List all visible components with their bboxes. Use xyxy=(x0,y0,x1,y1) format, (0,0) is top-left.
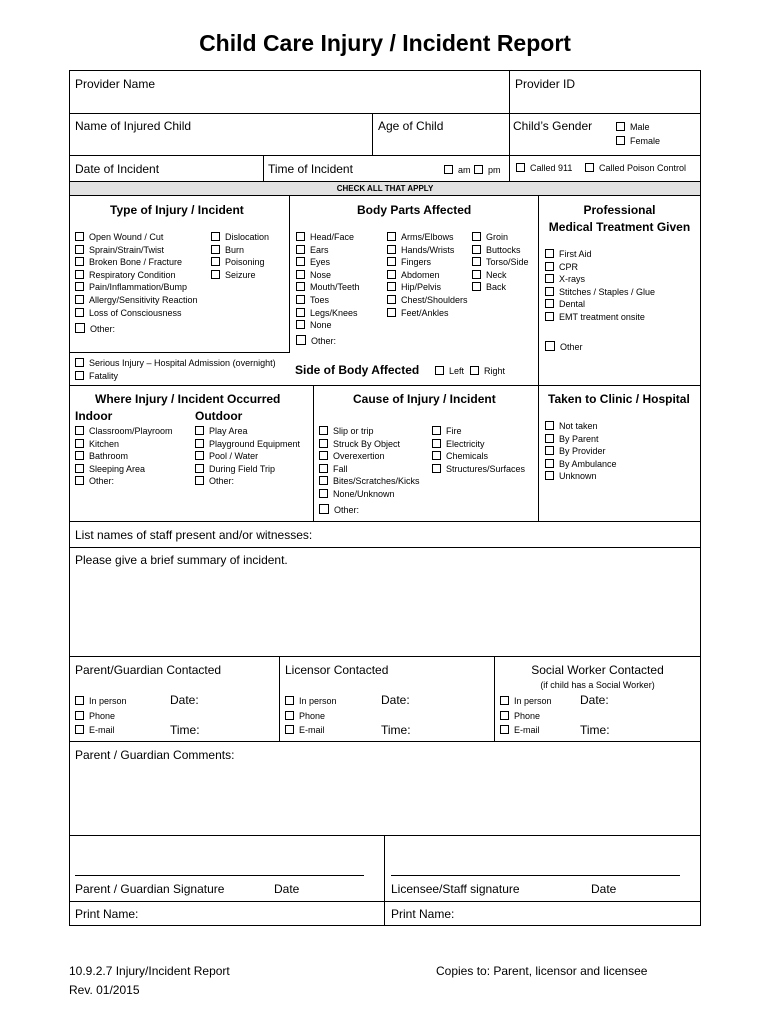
checkbox-icon[interactable] xyxy=(319,489,328,498)
indoor-heading: Indoor xyxy=(75,409,113,423)
injury-option[interactable]: Pain/Inflammation/Bump xyxy=(75,281,198,294)
injury-option[interactable]: Open Wound / Cut xyxy=(75,231,198,244)
clinic-option[interactable]: Unknown xyxy=(545,470,617,483)
cause-other[interactable]: Other: xyxy=(319,504,359,517)
form-id: 10.9.2.7 Injury/Incident Report xyxy=(69,964,230,978)
parent-print-name[interactable]: Print Name: xyxy=(75,907,139,921)
checkbox-icon[interactable] xyxy=(432,464,441,473)
checkbox-icon[interactable] xyxy=(75,725,84,734)
checkbox-icon[interactable] xyxy=(545,312,554,321)
checkbox-icon[interactable] xyxy=(285,711,294,720)
checkbox-icon[interactable] xyxy=(75,426,84,435)
treatment-option[interactable]: First Aid xyxy=(545,248,655,261)
checkbox-icon[interactable] xyxy=(296,282,305,291)
checkbox-icon[interactable] xyxy=(545,434,554,443)
checkbox-icon[interactable] xyxy=(75,232,84,241)
checkbox-icon[interactable] xyxy=(387,270,396,279)
checkbox-icon[interactable] xyxy=(387,257,396,266)
injury-option[interactable]: Loss of Consciousness xyxy=(75,307,198,320)
checkbox-icon[interactable] xyxy=(285,696,294,705)
child-age-label: Age of Child xyxy=(378,119,444,133)
side-of-body-heading: Side of Body Affected xyxy=(295,363,420,377)
treatment-other[interactable]: Other xyxy=(545,341,583,354)
checkbox-icon[interactable] xyxy=(470,366,479,375)
checkbox-icon[interactable] xyxy=(545,421,554,430)
staff-witnesses-label: List names of staff present and/or witnesses: xyxy=(75,528,313,542)
child-name-label: Name of Injured Child xyxy=(75,119,192,133)
injury-option[interactable]: Broken Bone / Fracture xyxy=(75,256,198,269)
checkbox-icon[interactable] xyxy=(472,270,481,279)
outdoor-option[interactable]: Other: xyxy=(195,475,300,488)
checkbox-icon[interactable] xyxy=(75,451,84,460)
body-part-option[interactable]: Ears xyxy=(296,244,360,257)
checkbox-icon[interactable] xyxy=(545,262,554,271)
checkbox-icon[interactable] xyxy=(585,163,594,172)
checkbox-icon[interactable] xyxy=(296,245,305,254)
parent-comments-label: Parent / Guardian Comments: xyxy=(75,748,235,762)
checkbox-icon[interactable] xyxy=(195,476,204,485)
checkbox-icon[interactable] xyxy=(296,270,305,279)
checkbox-icon[interactable] xyxy=(75,711,84,720)
social-contact-time[interactable]: Time: xyxy=(580,723,610,737)
indoor-option[interactable]: Bathroom xyxy=(75,450,173,463)
time-am[interactable]: am xyxy=(444,164,471,177)
fatality-option[interactable]: Fatality xyxy=(75,370,276,383)
injury-option[interactable]: Dislocation xyxy=(211,231,269,244)
form-revision: Rev. 01/2015 xyxy=(69,983,140,997)
checkbox-icon[interactable] xyxy=(296,335,306,345)
checkbox-icon[interactable] xyxy=(387,308,396,317)
cause-option[interactable]: Structures/Surfaces xyxy=(432,463,525,476)
indoor-option[interactable]: Sleeping Area xyxy=(75,463,173,476)
type-of-injury-heading: Type of Injury / Incident xyxy=(110,203,244,217)
injury-option[interactable]: Allergy/Sensitivity Reaction xyxy=(75,294,198,307)
social-contact-date[interactable]: Date: xyxy=(580,693,609,707)
checkbox-icon[interactable] xyxy=(319,504,329,514)
checkbox-icon[interactable] xyxy=(545,299,554,308)
licensor-contact-time[interactable]: Time: xyxy=(381,723,411,737)
cause-option[interactable]: None/Unknown xyxy=(319,488,420,501)
checkbox-icon[interactable] xyxy=(432,426,441,435)
copies-note: Copies to: Parent, licensor and licensee xyxy=(436,964,648,978)
body-part-option[interactable]: Feet/Ankles xyxy=(387,307,468,320)
checkbox-icon[interactable] xyxy=(472,245,481,254)
checkbox-icon[interactable] xyxy=(500,725,509,734)
time-pm[interactable]: pm xyxy=(474,164,501,177)
gender-male[interactable]: Male xyxy=(616,121,650,134)
checkbox-icon[interactable] xyxy=(296,295,305,304)
staff-print-name[interactable]: Print Name: xyxy=(391,907,455,921)
checkbox-icon[interactable] xyxy=(296,320,305,329)
incident-date-label: Date of Incident xyxy=(75,162,160,176)
provider-id-label: Provider ID xyxy=(515,77,576,91)
body-part-option[interactable]: Chest/Shoulders xyxy=(387,294,468,307)
checkbox-icon[interactable] xyxy=(319,451,328,460)
body-part-option[interactable]: Toes xyxy=(296,294,360,307)
side-left[interactable]: Left xyxy=(435,365,464,378)
called-911[interactable]: Called 911 xyxy=(516,162,572,175)
checkbox-icon[interactable] xyxy=(195,451,204,460)
injury-option[interactable]: Sprain/Strain/Twist xyxy=(75,244,198,257)
checkbox-icon[interactable] xyxy=(500,696,509,705)
checkbox-icon[interactable] xyxy=(387,232,396,241)
checkbox-icon[interactable] xyxy=(500,711,509,720)
cause-option[interactable]: Struck By Object xyxy=(319,438,420,451)
called-poison-control[interactable]: Called Poison Control xyxy=(585,162,686,175)
checkbox-icon[interactable] xyxy=(319,439,328,448)
outdoor-option[interactable]: During Field Trip xyxy=(195,463,300,476)
checkbox-icon[interactable] xyxy=(474,165,483,174)
parent-contacted-heading: Parent/Guardian Contacted xyxy=(75,663,222,677)
body-part-other[interactable]: Other: xyxy=(296,335,336,348)
body-part-option[interactable]: Arms/Elbows xyxy=(387,231,468,244)
cause-option[interactable]: Chemicals xyxy=(432,450,525,463)
staff-signature-label: Licensee/Staff signature xyxy=(391,882,520,896)
checkbox-icon[interactable] xyxy=(435,366,444,375)
treatment-heading-line2: Medical Treatment Given xyxy=(548,220,691,234)
checkbox-icon[interactable] xyxy=(296,232,305,241)
parent-contact-date[interactable]: Date: xyxy=(170,693,199,707)
body-part-option[interactable]: Groin xyxy=(472,231,529,244)
body-part-option[interactable]: Abdomen xyxy=(387,269,468,282)
checkbox-icon[interactable] xyxy=(211,257,220,266)
checkbox-icon[interactable] xyxy=(75,245,84,254)
parent-signature-date-label: Date xyxy=(274,882,300,896)
body-part-option[interactable]: Fingers xyxy=(387,256,468,269)
checkbox-icon[interactable] xyxy=(472,282,481,291)
injury-other[interactable]: Other: xyxy=(75,323,115,336)
checkbox-icon[interactable] xyxy=(387,282,396,291)
treatment-option[interactable]: EMT treatment onsite xyxy=(545,311,655,324)
serious-injury-option[interactable]: Serious Injury – Hospital Admission (overnight) xyxy=(75,357,276,370)
clinic-option[interactable]: By Parent xyxy=(545,433,617,446)
checkbox-icon[interactable] xyxy=(75,282,84,291)
outdoor-option[interactable]: Play Area xyxy=(195,425,300,438)
child-gender-label: Child’s Gender xyxy=(513,119,593,133)
checkbox-icon[interactable] xyxy=(285,725,294,734)
social-worker-note: (if child has a Social Worker) xyxy=(540,680,655,690)
body-part-option[interactable]: Torso/Side xyxy=(472,256,529,269)
body-part-option[interactable]: Back xyxy=(472,281,529,294)
checkbox-icon[interactable] xyxy=(75,295,84,304)
parent-signature-line[interactable] xyxy=(75,875,364,876)
checkbox-icon[interactable] xyxy=(545,274,554,283)
licensor-contacted-heading: Licensor Contacted xyxy=(285,663,389,677)
checkbox-icon[interactable] xyxy=(211,245,220,254)
checkbox-icon[interactable] xyxy=(195,464,204,473)
checkbox-icon[interactable] xyxy=(545,341,555,351)
social-contact-method[interactable]: Phone xyxy=(500,709,552,724)
checkbox-icon[interactable] xyxy=(545,459,554,468)
gender-female[interactable]: Female xyxy=(616,135,660,148)
social-worker-heading: Social Worker Contacted xyxy=(531,663,664,677)
licensor-contact-date[interactable]: Date: xyxy=(381,693,410,707)
cause-heading: Cause of Injury / Incident xyxy=(353,392,496,406)
checkbox-icon[interactable] xyxy=(545,471,554,480)
checkbox-icon[interactable] xyxy=(211,232,220,241)
parent-contact-time[interactable]: Time: xyxy=(170,723,200,737)
checkbox-icon[interactable] xyxy=(211,270,220,279)
cause-option[interactable]: Slip or trip xyxy=(319,425,420,438)
clinic-option[interactable]: Not taken xyxy=(545,420,617,433)
parent-contact-method[interactable]: E-mail xyxy=(75,723,127,738)
page-title: Child Care Injury / Incident Report xyxy=(199,30,571,56)
checkbox-icon[interactable] xyxy=(75,371,84,380)
checkbox-icon[interactable] xyxy=(472,257,481,266)
checkbox-icon[interactable] xyxy=(75,257,84,266)
checkbox-icon[interactable] xyxy=(75,323,85,333)
checkbox-icon[interactable] xyxy=(195,439,204,448)
licensor-contact-method[interactable]: Phone xyxy=(285,709,337,724)
checkbox-icon[interactable] xyxy=(75,270,84,279)
treatment-heading-line1: Professional xyxy=(583,203,656,217)
outdoor-option[interactable]: Playground Equipment xyxy=(195,438,300,451)
body-parts-heading: Body Parts Affected xyxy=(357,203,472,217)
checkbox-icon[interactable] xyxy=(472,232,481,241)
checkbox-icon[interactable] xyxy=(616,122,625,131)
checkbox-icon[interactable] xyxy=(296,257,305,266)
injury-option[interactable]: Seizure xyxy=(211,269,269,282)
treatment-option[interactable]: CPR xyxy=(545,261,655,274)
cause-option[interactable]: Overexertion xyxy=(319,450,420,463)
body-part-option[interactable]: Nose xyxy=(296,269,360,282)
checkbox-icon[interactable] xyxy=(319,476,328,485)
where-heading: Where Injury / Incident Occurred xyxy=(95,392,281,406)
body-part-option[interactable]: Hip/Pelvis xyxy=(387,281,468,294)
checkbox-icon[interactable] xyxy=(616,136,625,145)
body-part-option[interactable]: Mouth/Teeth xyxy=(296,281,360,294)
checkbox-icon[interactable] xyxy=(195,426,204,435)
indoor-option[interactable]: Classroom/Playroom xyxy=(75,425,173,438)
checkbox-icon[interactable] xyxy=(387,245,396,254)
checkbox-icon[interactable] xyxy=(319,426,328,435)
parent-contact-method[interactable]: Phone xyxy=(75,709,127,724)
signature-block xyxy=(69,835,701,926)
checkbox-icon[interactable] xyxy=(545,446,554,455)
treatment-option[interactable]: Dental xyxy=(545,298,655,311)
incident-summary-label: Please give a brief summary of incident. xyxy=(75,553,288,567)
licensor-contact-method[interactable]: E-mail xyxy=(285,723,337,738)
checkbox-icon[interactable] xyxy=(387,295,396,304)
incident-time-label: Time of Incident xyxy=(268,162,353,176)
clinic-option[interactable]: By Ambulance xyxy=(545,458,617,471)
clinic-option[interactable]: By Provider xyxy=(545,445,617,458)
body-part-option[interactable]: Eyes xyxy=(296,256,360,269)
checkbox-icon[interactable] xyxy=(75,358,84,367)
body-part-option[interactable]: Hands/Wrists xyxy=(387,244,468,257)
body-part-option[interactable]: Neck xyxy=(472,269,529,282)
checkbox-icon[interactable] xyxy=(75,464,84,473)
cause-option[interactable]: Fire xyxy=(432,425,525,438)
checkbox-icon[interactable] xyxy=(296,308,305,317)
treatment-option[interactable]: X-rays xyxy=(545,273,655,286)
checkbox-icon[interactable] xyxy=(75,439,84,448)
body-part-option[interactable]: Head/Face xyxy=(296,231,360,244)
checkbox-icon[interactable] xyxy=(516,163,525,172)
social-contact-method[interactable]: In person xyxy=(500,694,552,709)
check-all-band: CHECK ALL THAT APPLY xyxy=(69,181,701,196)
staff-signature-date-label: Date xyxy=(591,882,617,896)
checkbox-icon[interactable] xyxy=(75,476,84,485)
injury-option[interactable]: Respiratory Condition xyxy=(75,269,198,282)
provider-name-label: Provider Name xyxy=(75,77,156,91)
checkbox-icon[interactable] xyxy=(545,287,554,296)
staff-signature-line[interactable] xyxy=(391,875,680,876)
body-part-option[interactable]: None xyxy=(296,319,360,332)
injury-option[interactable]: Burn xyxy=(211,244,269,257)
cause-option[interactable]: Bites/Scratches/Kicks xyxy=(319,475,420,488)
checkbox-icon[interactable] xyxy=(432,451,441,460)
social-contact-method[interactable]: E-mail xyxy=(500,723,552,738)
cause-option[interactable]: Electricity xyxy=(432,438,525,451)
checkbox-icon[interactable] xyxy=(432,439,441,448)
cause-option[interactable]: Fall xyxy=(319,463,420,476)
injury-option[interactable]: Poisoning xyxy=(211,256,269,269)
indoor-option[interactable]: Other: xyxy=(75,475,173,488)
checkbox-icon[interactable] xyxy=(545,249,554,258)
body-part-option[interactable]: Legs/Knees xyxy=(296,307,360,320)
licensor-contact-method[interactable]: In person xyxy=(285,694,337,709)
parent-contact-method[interactable]: In person xyxy=(75,694,127,709)
checkbox-icon[interactable] xyxy=(444,165,453,174)
body-part-option[interactable]: Buttocks xyxy=(472,244,529,257)
checkbox-icon[interactable] xyxy=(75,696,84,705)
clinic-heading: Taken to Clinic / Hospital xyxy=(548,392,690,406)
treatment-option[interactable]: Stitches / Staples / Glue xyxy=(545,286,655,299)
parent-signature-label: Parent / Guardian Signature xyxy=(75,882,225,896)
indoor-option[interactable]: Kitchen xyxy=(75,438,173,451)
checkbox-icon[interactable] xyxy=(75,308,84,317)
outdoor-heading: Outdoor xyxy=(195,409,243,423)
side-right[interactable]: Right xyxy=(470,365,505,378)
checkbox-icon[interactable] xyxy=(319,464,328,473)
outdoor-option[interactable]: Pool / Water xyxy=(195,450,300,463)
